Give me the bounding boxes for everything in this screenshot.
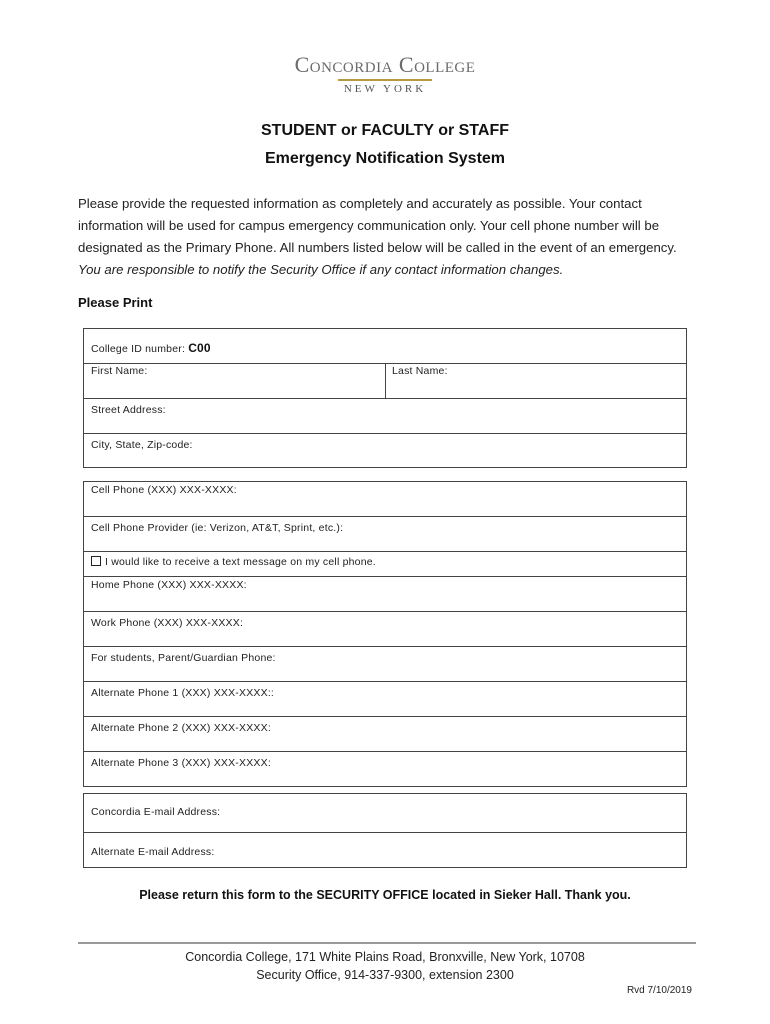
alternate-phone-1-field[interactable] <box>84 681 686 716</box>
cell-phone-label: Cell Phone (XXX) XXX-XXXX: <box>91 484 237 496</box>
text-message-option-label <box>91 556 376 568</box>
form-title-line1: STUDENT or FACULTY or STAFF <box>261 122 509 139</box>
college-id-label <box>91 341 211 355</box>
intro-text: Please provide the requested information as completely and accurately as possible. Your contact information will be used for campus emergency communication only. Your cell phone number will be designated as the Primary Phone. All numbers listed below will be called in the event of an emergency. <box>78 196 677 255</box>
intro-italic-note: You are responsible to notify the Security Office if any contact information changes. <box>78 262 564 277</box>
college-id-row[interactable] <box>84 329 686 363</box>
city-state-zip-field[interactable] <box>84 433 686 468</box>
college-id-prefix: C00 <box>188 341 211 355</box>
parent-phone-label: For students, Parent/Guardian Phone: <box>91 652 276 664</box>
street-address-field[interactable] <box>84 398 686 433</box>
alternate-phone-3-field[interactable] <box>84 751 686 787</box>
name-divider <box>385 364 386 398</box>
city-state-zip-label: City, State, Zip-code: <box>91 439 193 451</box>
revision-date: Rvd 7/10/2019 <box>626 985 692 996</box>
name-row <box>84 363 686 398</box>
alternate-phone-3-label: Alternate Phone 3 (XXX) XXX-XXXX: <box>91 757 271 769</box>
parent-phone-field[interactable] <box>84 646 686 681</box>
alternate-phone-1-label: Alternate Phone 1 (XXX) XXX-XXXX:: <box>91 687 275 699</box>
form-title-line2: Emergency Notification System <box>264 150 506 167</box>
logo-name: Concordia College <box>294 52 476 77</box>
college-logo <box>0 52 770 96</box>
intro-paragraph <box>78 193 698 281</box>
cell-phone-field[interactable] <box>84 482 686 516</box>
cell-provider-field[interactable] <box>84 516 686 551</box>
footer-address: Concordia College, 171 White Plains Road, Bronxville, New York, 10708 <box>185 950 585 964</box>
college-id-label-text: College ID number: <box>91 343 189 355</box>
work-phone-label: Work Phone (XXX) XXX-XXXX: <box>91 617 244 629</box>
home-phone-field[interactable] <box>84 576 686 611</box>
footer-divider <box>78 942 696 944</box>
concordia-email-field[interactable] <box>84 794 686 832</box>
footer-contact: Security Office, 914-337-9300, extension 2300 <box>256 968 514 982</box>
text-message-checkbox[interactable] <box>91 556 101 566</box>
alternate-phone-2-label: Alternate Phone 2 (XXX) XXX-XXXX: <box>91 722 271 734</box>
identity-section <box>83 328 687 468</box>
street-address-label: Street Address: <box>91 404 166 416</box>
alternate-email-field[interactable] <box>84 832 686 868</box>
text-message-label: I would like to receive a text message on my cell phone. <box>105 556 376 568</box>
footer <box>0 948 770 984</box>
last-name-label: Last Name: <box>392 365 448 377</box>
logo-subtitle: NEW YORK <box>343 83 427 95</box>
concordia-email-label: Concordia E-mail Address: <box>91 806 221 818</box>
text-message-option <box>84 551 686 576</box>
please-print-label: Please Print <box>78 295 153 310</box>
home-phone-label: Home Phone (XXX) XXX-XXXX: <box>91 579 247 591</box>
email-section <box>83 793 687 868</box>
first-name-label: First Name: <box>91 365 148 377</box>
cell-provider-label: Cell Phone Provider (ie: Verizon, AT&T, Sprint, etc.): <box>91 522 344 534</box>
alternate-phone-2-field[interactable] <box>84 716 686 751</box>
phone-section <box>83 481 687 787</box>
work-phone-field[interactable] <box>84 611 686 646</box>
alternate-email-label: Alternate E-mail Address: <box>91 846 215 858</box>
return-instructions: Please return this form to the SECURITY OFFICE located in Sieker Hall. Thank you. <box>139 888 631 902</box>
logo-rule <box>338 79 432 81</box>
